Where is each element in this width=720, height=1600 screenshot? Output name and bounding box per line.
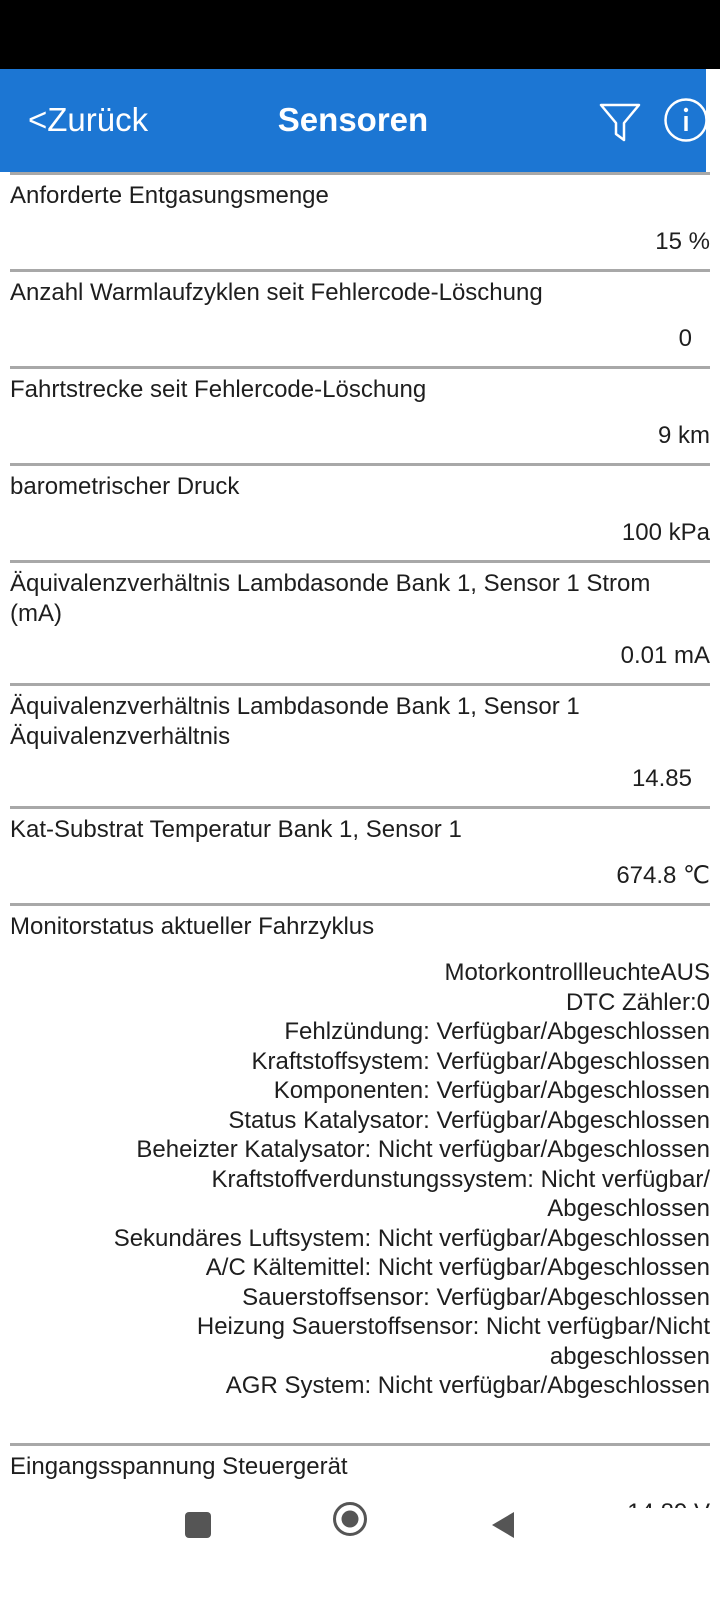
sensor-value: 15 %: [655, 228, 710, 255]
sensor-label: Anforderte Entgasungsmenge: [10, 182, 329, 209]
page-title: Sensoren: [277, 101, 429, 138]
sensor-label: Anzahl Warmlaufzyklen seit Fehlercode-Löschung: [10, 279, 543, 306]
sensor-row[interactable]: [10, 906, 710, 1443]
sensor-row[interactable]: [10, 809, 710, 903]
sensor-row[interactable]: [10, 175, 710, 269]
sensor-label: Äquivalenzverhältnis Lambdasonde Bank 1, Sensor 1 Strom (mA): [10, 570, 651, 627]
info-icon[interactable]: [663, 97, 709, 143]
sensor-label: Eingangsspannung Steuergerät: [10, 1452, 348, 1480]
sensor-row[interactable]: [10, 563, 710, 683]
sensor-list[interactable]: [0, 172, 720, 1508]
sensor-value: 0: [678, 325, 692, 352]
sensor-label: Monitorstatus aktueller Fahrzyklus: [10, 913, 375, 940]
sensor-value: MotorkontrollleuchteAUS DTC Zähler:0 Fehlzündung: Verfügbar/Abgeschlossen Kraftstoffsystem: Verfügbar/Abgeschlossen Komponenten: Verfügbar/Abgeschlossen Status Katalysator: Verfügbar/Abgeschlossen Beheizter Katalysator: Nicht verfügbar/Abgeschlossen Kraftstoffverdunstungssystem: Nicht verfügbar/ Abgeschlossen Sekundäres Luftsystem: Nicht verfügbar/Abgeschlossen A/C Kältemittel: Nicht verfügbar/Abgeschlossen Sauerstoffsensor: Verfügbar/Abgeschlossen Heizung Sauerstoffsensor: Nicht verfügbar/Nicht abgeschlossen AGR System: Nicht verfügbar/Abgeschlossen: [113, 959, 710, 1399]
status-bar: [0, 0, 720, 69]
sensor-label: Fahrtstrecke seit Fehlercode-Löschung: [10, 376, 427, 403]
back-icon[interactable]: [490, 1510, 516, 1540]
sensor-value: 100 kPa: [621, 519, 710, 546]
sensor-value: 9 km: [657, 422, 710, 449]
sensor-row[interactable]: [10, 272, 710, 366]
sensor-row[interactable]: [10, 686, 710, 806]
sensor-value: 674.8 ℃: [616, 862, 710, 889]
recent-apps-icon[interactable]: [185, 1512, 211, 1538]
sensor-label: Kat-Substrat Temperatur Bank 1, Sensor 1: [10, 816, 462, 843]
home-icon[interactable]: [331, 1500, 369, 1538]
sensor-row[interactable]: [10, 466, 710, 560]
sensor-label: barometrischer Druck: [10, 473, 240, 500]
app-bar: [0, 69, 706, 172]
sensor-row[interactable]: [10, 369, 710, 463]
sensor-value: 0.01 mA: [620, 642, 710, 669]
sensor-value: 14.85: [631, 765, 692, 792]
filter-icon[interactable]: [598, 100, 642, 144]
back-button[interactable]: <Zurück: [28, 101, 149, 138]
sensor-label: Äquivalenzverhältnis Lambdasonde Bank 1, Sensor 1 Äquivalenzverhältnis: [10, 693, 580, 750]
